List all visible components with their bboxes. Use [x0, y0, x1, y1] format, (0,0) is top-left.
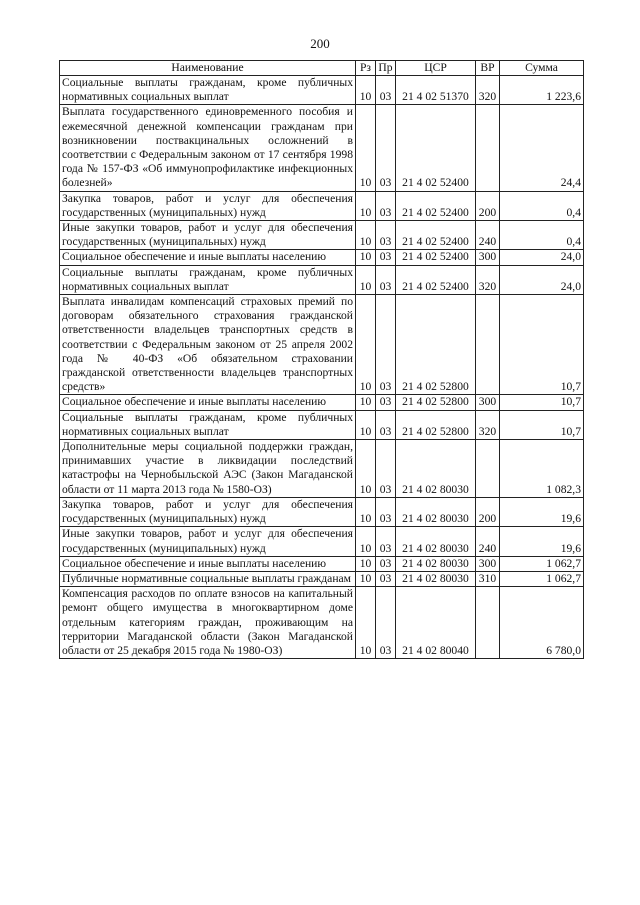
table-row: [60, 250, 584, 265]
cell-name: Иные закупки товаров, работ и услуг для обеспечения государственных (муниципальных) нужд: [60, 527, 356, 556]
header-vr: ВР: [476, 61, 500, 76]
table-row: [60, 265, 584, 294]
table-row: [60, 395, 584, 410]
cell-rz: 10: [356, 556, 376, 571]
cell-name: Иные закупки товаров, работ и услуг для обеспечения государственных (муниципальных) нужд: [60, 221, 356, 250]
cell-rz: 10: [356, 76, 376, 105]
cell-pr: 03: [376, 295, 396, 395]
cell-name: Социальное обеспечение и иные выплаты населению: [60, 395, 356, 410]
cell-sum: 1 062,7: [500, 556, 584, 571]
cell-name: Выплата инвалидам компенсаций страховых премий по договорам обязательного страхования гражданской ответственности владельцев транспортных средств в соответствии с Федеральным законом от 25 апреля 2002 года № 40-ФЗ «Об обязательном страховании гражданской ответственности владельцев транспортных средств»: [60, 295, 356, 395]
cell-sum: 0,4: [500, 221, 584, 250]
cell-csr: 21 4 02 52400: [396, 105, 476, 191]
cell-csr: 21 4 02 80030: [396, 440, 476, 498]
cell-name: Публичные нормативные социальные выплаты гражданам: [60, 571, 356, 586]
cell-vr: 320: [476, 265, 500, 294]
cell-vr: 240: [476, 221, 500, 250]
cell-csr: 21 4 02 52800: [396, 395, 476, 410]
cell-vr: 240: [476, 527, 500, 556]
header-rz: Рз: [356, 61, 376, 76]
cell-csr: 21 4 02 80030: [396, 527, 476, 556]
cell-pr: 03: [376, 76, 396, 105]
table-row: [60, 556, 584, 571]
cell-name: Социальное обеспечение и иные выплаты населению: [60, 250, 356, 265]
cell-sum: 24,0: [500, 250, 584, 265]
table-row: [60, 191, 584, 220]
table-row: [60, 440, 584, 498]
cell-sum: 24,0: [500, 265, 584, 294]
cell-csr: 21 4 02 52400: [396, 265, 476, 294]
cell-vr: [476, 587, 500, 659]
cell-csr: 21 4 02 52400: [396, 221, 476, 250]
cell-sum: 6 780,0: [500, 587, 584, 659]
page-number: 200: [310, 36, 330, 51]
cell-csr: 21 4 02 80030: [396, 497, 476, 526]
table-row: [60, 571, 584, 586]
table-row: [60, 76, 584, 105]
cell-pr: 03: [376, 221, 396, 250]
table-row: [60, 221, 584, 250]
cell-vr: 300: [476, 395, 500, 410]
header-name: Наименование: [60, 61, 356, 76]
cell-name: Компенсация расходов по оплате взносов на капитальный ремонт общего имущества в многоквартирном доме отдельным категориям граждан, проживающим на территории Магаданской области (Закон Магаданской области от 25 декабря 2015 года № 1980-ОЗ): [60, 587, 356, 659]
cell-vr: [476, 440, 500, 498]
cell-csr: 21 4 02 52400: [396, 250, 476, 265]
cell-name: Закупка товаров, работ и услуг для обеспечения государственных (муниципальных) нужд: [60, 497, 356, 526]
cell-pr: 03: [376, 497, 396, 526]
cell-rz: 10: [356, 395, 376, 410]
cell-name: Дополнительные меры социальной поддержки граждан, принимавших участие в ликвидации последствий катастрофы на Чернобыльской АЭС (Закон Магаданской области от 11 марта 2013 года № 1580-ОЗ): [60, 440, 356, 498]
cell-rz: 10: [356, 295, 376, 395]
table-row: [60, 295, 584, 395]
cell-pr: 03: [376, 527, 396, 556]
cell-csr: 21 4 02 51370: [396, 76, 476, 105]
cell-vr: 320: [476, 410, 500, 439]
cell-vr: 320: [476, 76, 500, 105]
cell-sum: 1 062,7: [500, 571, 584, 586]
cell-rz: 10: [356, 440, 376, 498]
header-csr: ЦСР: [396, 61, 476, 76]
table-row: [60, 587, 584, 659]
cell-sum: 10,7: [500, 410, 584, 439]
cell-pr: 03: [376, 410, 396, 439]
table-row: [60, 410, 584, 439]
cell-sum: 10,7: [500, 395, 584, 410]
cell-sum: 0,4: [500, 191, 584, 220]
cell-rz: 10: [356, 265, 376, 294]
cell-name: Социальные выплаты гражданам, кроме публичных нормативных социальных выплат: [60, 76, 356, 105]
cell-csr: 21 4 02 80040: [396, 587, 476, 659]
cell-pr: 03: [376, 587, 396, 659]
header-sum: Сумма: [500, 61, 584, 76]
cell-rz: 10: [356, 105, 376, 191]
cell-csr: 21 4 02 52400: [396, 191, 476, 220]
cell-pr: 03: [376, 440, 396, 498]
cell-vr: 310: [476, 571, 500, 586]
cell-vr: 300: [476, 556, 500, 571]
cell-name: Выплата государственного единовременного пособия и ежемесячной денежной компенсации гражданам при возникновении поствакцинальных осложнений в соответствии с Федеральным законом от 17 сентября 1998 года № 157-ФЗ «Об иммунопрофилактике инфекционных болезней»: [60, 105, 356, 191]
cell-vr: [476, 295, 500, 395]
cell-pr: 03: [376, 250, 396, 265]
cell-csr: 21 4 02 80030: [396, 556, 476, 571]
budget-table: [59, 60, 584, 659]
cell-name: Закупка товаров, работ и услуг для обеспечения государственных (муниципальных) нужд: [60, 191, 356, 220]
cell-pr: 03: [376, 571, 396, 586]
cell-rz: 10: [356, 410, 376, 439]
cell-vr: 200: [476, 191, 500, 220]
cell-pr: 03: [376, 395, 396, 410]
cell-rz: 10: [356, 527, 376, 556]
table-row: [60, 497, 584, 526]
cell-sum: 19,6: [500, 527, 584, 556]
cell-rz: 10: [356, 221, 376, 250]
cell-sum: 1 082,3: [500, 440, 584, 498]
cell-pr: 03: [376, 265, 396, 294]
cell-csr: 21 4 02 80030: [396, 571, 476, 586]
table-row: [60, 105, 584, 191]
table-row: [60, 527, 584, 556]
cell-rz: 10: [356, 191, 376, 220]
cell-pr: 03: [376, 105, 396, 191]
cell-vr: [476, 105, 500, 191]
cell-pr: 03: [376, 191, 396, 220]
table-header-row: [60, 61, 584, 76]
cell-csr: 21 4 02 52800: [396, 295, 476, 395]
cell-rz: 10: [356, 571, 376, 586]
table-body: [60, 76, 584, 659]
cell-sum: 19,6: [500, 497, 584, 526]
cell-name: Социальное обеспечение и иные выплаты населению: [60, 556, 356, 571]
cell-sum: 24,4: [500, 105, 584, 191]
cell-name: Социальные выплаты гражданам, кроме публичных нормативных социальных выплат: [60, 410, 356, 439]
cell-rz: 10: [356, 250, 376, 265]
cell-rz: 10: [356, 497, 376, 526]
cell-csr: 21 4 02 52800: [396, 410, 476, 439]
cell-sum: 10,7: [500, 295, 584, 395]
cell-sum: 1 223,6: [500, 76, 584, 105]
cell-name: Социальные выплаты гражданам, кроме публичных нормативных социальных выплат: [60, 265, 356, 294]
cell-vr: 300: [476, 250, 500, 265]
header-pr: Пр: [376, 61, 396, 76]
cell-pr: 03: [376, 556, 396, 571]
cell-rz: 10: [356, 587, 376, 659]
cell-vr: 200: [476, 497, 500, 526]
